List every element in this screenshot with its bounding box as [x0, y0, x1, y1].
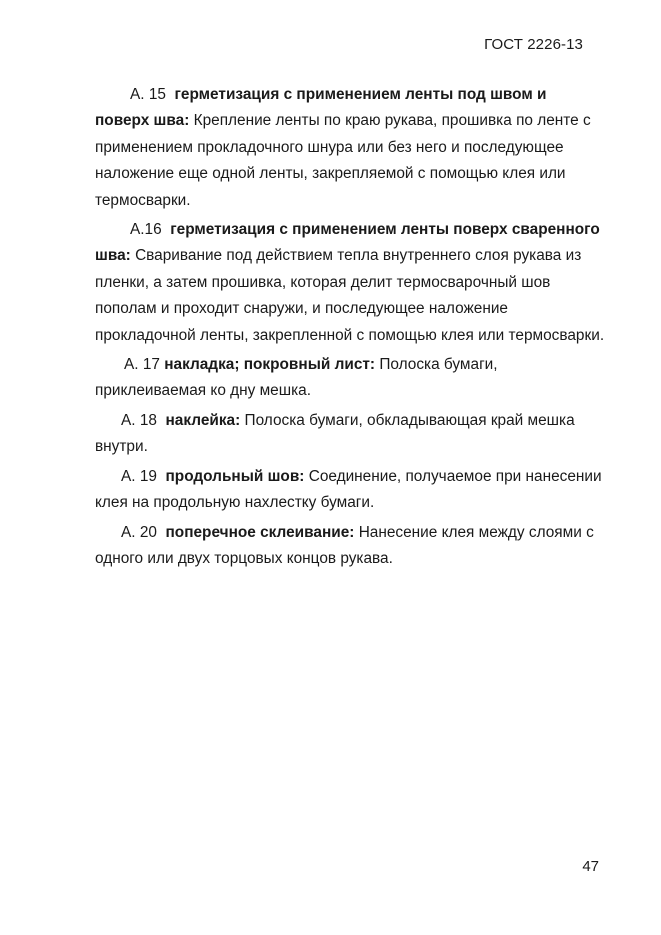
terms-list — [95, 82, 605, 575]
term-entry-a20 — [95, 520, 605, 573]
entry-term: поперечное склеивание: — [165, 523, 355, 541]
entry-number: А.16 — [130, 221, 162, 239]
entry-term: герметизация с применением ленты поверх сваренного шва: — [95, 221, 600, 265]
term-entry-a19 — [95, 464, 605, 517]
entry-definition: Полоска бумаги, обкладывающая край мешка внутри. — [95, 411, 575, 456]
entry-definition: Крепление ленты по краю рукава, прошивка по ленте с применением прокладочного шнура или без него и последующее наложение еще одной ленты, закрепляемой с помощью клея или термосварки. — [95, 112, 591, 209]
term-entry-a15 — [95, 82, 605, 214]
entry-term: герметизация с применением ленты под швом и поверх шва: — [95, 86, 547, 130]
term-entry-a16 — [95, 217, 605, 349]
entry-definition: Полоска бумаги, приклеиваемая ко дну мешка. — [95, 356, 498, 400]
entry-definition: Сваривание под действием тепла внутреннего слоя рукава из пленки, а затем прошивка, которая делит термосварочный шов пополам и проходит снаружи, и последующее наложение прокладочной ленты, закрепленной с помощью клея или термосварки. — [95, 247, 605, 344]
entry-number: А. 20 — [121, 523, 157, 541]
term-entry-a17 — [95, 352, 605, 405]
page-number: 47 — [582, 858, 599, 875]
term-entry-a18 — [95, 408, 605, 461]
entry-number: А. 15 — [130, 86, 166, 103]
entry-term: продольный шов: — [165, 467, 305, 485]
document-standard-header: ГОСТ 2226-13 — [484, 36, 583, 53]
entry-definition: Соединение, получаемое при нанесении клея на продольную нахлестку бумаги. — [95, 467, 602, 512]
entry-number: А. 18 — [121, 411, 157, 429]
entry-term: накладка; покровный лист: — [164, 356, 376, 374]
entry-number: А. 19 — [121, 467, 157, 485]
entry-term: наклейка: — [165, 411, 241, 429]
entry-definition: Нанесение клея между слоями с одного или двух торцовых концов рукава. — [95, 523, 594, 567]
entry-number: А. 17 — [124, 356, 160, 374]
